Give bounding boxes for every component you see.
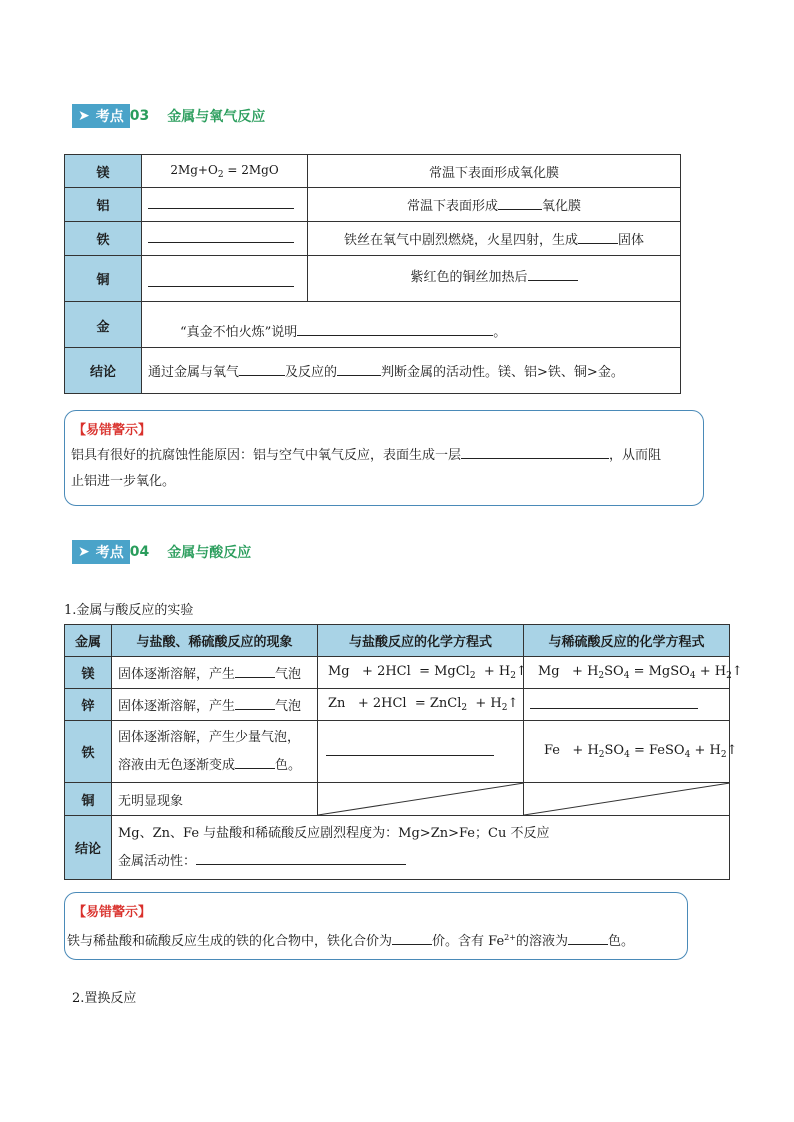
answer-blank[interactable] [235, 665, 275, 678]
oxygen-reaction-table [64, 154, 681, 394]
equation-blank-cell [142, 188, 308, 222]
section-title: 金属与酸反应 [167, 545, 252, 561]
table-row [65, 222, 681, 256]
answer-blank[interactable] [530, 696, 698, 709]
diagonal-line [524, 783, 730, 815]
answer-blank[interactable] [568, 932, 608, 945]
hcl-equation-cell: Zn + 2HCl = ZnCl$_2$ + $H_2↑$ [318, 689, 524, 721]
answer-blank[interactable] [235, 697, 275, 710]
answer-blank[interactable] [196, 852, 406, 865]
metal-cell: 铜 [65, 256, 142, 302]
section-title: 金属与氧气反应 [167, 109, 266, 125]
phenomenon-cell: 常温下表面形成氧化膜 [308, 155, 681, 188]
error-warning-box [64, 410, 704, 506]
answer-blank[interactable] [148, 274, 294, 287]
table-row [65, 657, 730, 689]
metal-cell: 铁 [65, 721, 112, 783]
answer-blank[interactable] [392, 932, 432, 945]
phenomenon-cell: 无明显现象 [112, 783, 318, 816]
hcl-equation-cell: Mg + 2HCl = MgCl$_2$ + $H_2↑$ [318, 657, 524, 689]
answer-blank[interactable] [498, 197, 542, 210]
section-number: 04 [129, 544, 150, 560]
conclusion-cell: 通过金属与氧气 及反应的 判断金属的活动性。镁、铝>铁、铜>金。 [142, 348, 681, 394]
answer-blank[interactable] [326, 743, 494, 756]
answer-blank[interactable] [235, 756, 275, 769]
section-tag: ➤ 考点 [72, 540, 130, 564]
column-header: 与盐酸、稀硫酸反应的现象 [112, 625, 318, 657]
answer-blank[interactable] [461, 446, 609, 459]
phenomenon-cell: 固体逐渐溶解，产生少量气泡， 溶液由无色逐渐变成 色。 [112, 721, 318, 783]
answer-blank[interactable] [297, 323, 493, 336]
column-header: 金属 [65, 625, 112, 657]
answer-blank[interactable] [528, 268, 578, 281]
table-row [65, 188, 681, 222]
phenomenon-cell: 固体逐渐溶解，产生 气泡 [112, 689, 318, 721]
h2so4-equation-cell: Mg + $H_2SO_4$ = MgSO$_4$ + $H_2↑$ [524, 657, 730, 689]
metal-cell: 镁 [65, 155, 142, 188]
arrow-icon: ➤ [78, 108, 90, 124]
conclusion-label: 结论 [65, 816, 112, 880]
gold-cell: “真金不怕火炼”说明 。 [142, 302, 681, 348]
answer-blank[interactable] [148, 230, 294, 243]
table-row [65, 689, 730, 721]
table-row [65, 256, 681, 302]
column-header: 与盐酸反应的化学方程式 [318, 625, 524, 657]
table-row [65, 348, 681, 394]
section-03-header [72, 104, 265, 128]
phenomenon-cell: 固体逐渐溶解，产生 气泡 [112, 657, 318, 689]
h2so4-blank-cell [524, 689, 730, 721]
phenomenon-cell: 常温下表面形成 氧化膜 [308, 188, 681, 222]
error-warning-box [64, 892, 688, 960]
table-row [65, 721, 730, 783]
answer-blank[interactable] [578, 231, 618, 244]
table-row [65, 783, 730, 816]
section-number: 03 [129, 108, 150, 124]
hcl-blank-cell [318, 721, 524, 783]
metal-cell: 铝 [65, 188, 142, 222]
warning-title: 【易错警示】 [73, 423, 152, 438]
equation-cell: $2Mg+O_2 = 2MgO$ [142, 155, 308, 188]
acid-reaction-table [64, 624, 743, 880]
warning-text: 铁与稀盐酸和硫酸反应生成的铁的化合物中，铁化合价为 价。含有 $Fe^{2+}$的溶液为 色。 [67, 933, 634, 949]
answer-blank[interactable] [148, 196, 294, 209]
table-row [65, 302, 681, 348]
table-row [65, 816, 730, 880]
metal-cell: 铜 [65, 783, 112, 816]
h2so4-equation-cell: Fe + $H_2SO_4$ = FeSO$_4$ + $H_2↑$ [524, 721, 730, 783]
answer-blank[interactable] [239, 363, 285, 376]
warning-title: 【易错警示】 [73, 905, 152, 920]
table-header-row [65, 625, 730, 657]
answer-blank[interactable] [337, 363, 381, 376]
metal-cell: 铁 [65, 222, 142, 256]
table-row [65, 155, 681, 188]
diagonal-cell [318, 783, 524, 816]
equation-blank-cell [142, 256, 308, 302]
phenomenon-cell: 紫红色的铜丝加热后 [308, 256, 681, 302]
phenomenon-cell: 铁丝在氧气中剧烈燃烧，火星四射，生成 固体 [308, 222, 681, 256]
subheading-1: 1.金属与酸反应的实验 [64, 603, 194, 618]
diagonal-line [318, 783, 524, 815]
diagonal-cell [524, 783, 730, 816]
section-tag: ➤ 考点 [72, 104, 130, 128]
metal-cell: 金 [65, 302, 142, 348]
section-04-header [72, 540, 251, 564]
warning-text: 铝具有很好的抗腐蚀性能原因：铝与空气中氧气反应，表面生成一层 ，从而阻 止铝进一步氧化。 [71, 448, 662, 489]
column-header: 与稀硫酸反应的化学方程式 [524, 625, 730, 657]
equation-blank-cell [142, 222, 308, 256]
metal-cell: 锌 [65, 689, 112, 721]
arrow-icon: ➤ [78, 544, 90, 560]
conclusion-label: 结论 [65, 348, 142, 394]
conclusion-cell: Mg、Zn、Fe 与盐酸和稀硫酸反应剧烈程度为：Mg>Zn>Fe；Cu 不反应 金属活动性： [112, 816, 730, 880]
metal-cell: 镁 [65, 657, 112, 689]
subheading-2: 2.置换反应 [72, 991, 137, 1006]
